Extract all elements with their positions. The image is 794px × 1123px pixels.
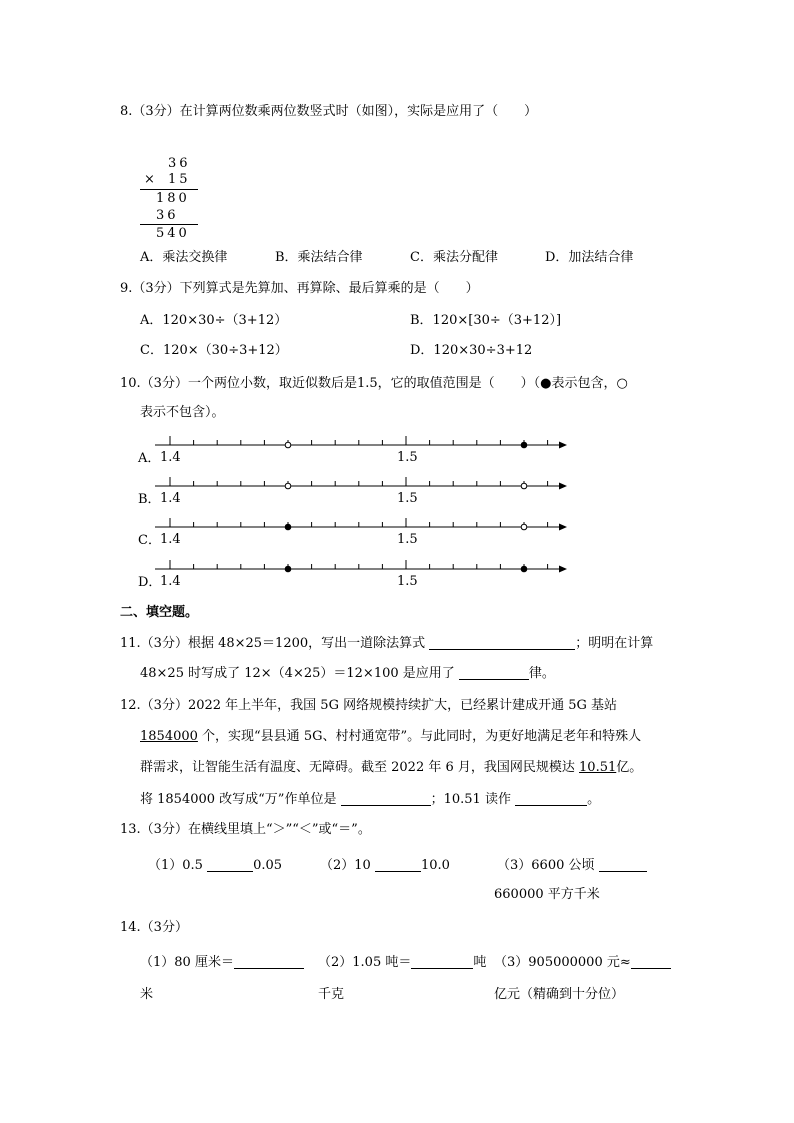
calc-row2: 15 bbox=[168, 172, 191, 187]
q14-part1 bbox=[140, 954, 304, 971]
q10-stem-line1 bbox=[120, 376, 628, 392]
calc-line-2 bbox=[140, 224, 198, 225]
tick-label-1.4: 1.4 bbox=[160, 532, 181, 547]
q11-line1 bbox=[120, 635, 653, 652]
answer-blank[interactable] bbox=[631, 954, 671, 969]
q13-part2 bbox=[320, 857, 450, 874]
arrow-icon bbox=[559, 483, 567, 490]
answer-blank[interactable] bbox=[207, 857, 253, 872]
q10-option-d-label[interactable]: D． bbox=[138, 575, 162, 590]
answer-blank[interactable] bbox=[459, 665, 529, 680]
tick-label-1.5: 1.5 bbox=[397, 491, 418, 506]
q12-text: 群需求，让智能生活有温度、无障碍。截至 2022 年 6 月，我国网民规模达 bbox=[140, 760, 580, 775]
calc-times: × bbox=[144, 172, 158, 187]
closed-point bbox=[285, 566, 291, 572]
answer-blank[interactable] bbox=[515, 791, 587, 806]
calc-row3: 180 bbox=[156, 191, 190, 206]
tick-label-1.4: 1.4 bbox=[160, 450, 181, 465]
q10-option-c-label[interactable]: C． bbox=[138, 533, 161, 548]
q11-text-d: 律。 bbox=[528, 666, 555, 681]
tick-label-1.5: 1.5 bbox=[397, 532, 418, 547]
q14-part2 bbox=[318, 954, 486, 971]
number-line-c[interactable] bbox=[155, 515, 575, 545]
q12-text: ；10.51 读作 bbox=[430, 792, 511, 807]
q11-text-b: ；明明在计算 bbox=[575, 636, 654, 651]
number-line-b[interactable] bbox=[155, 474, 575, 504]
q10-option-a-label[interactable]: A． bbox=[138, 451, 161, 466]
q10-stem-line2: 表示不包含）。 bbox=[140, 405, 225, 420]
answer-blank[interactable] bbox=[429, 635, 575, 650]
section-title: 二、填空题。 bbox=[120, 605, 199, 620]
calc-row5: 540 bbox=[156, 226, 190, 241]
q8-option-a[interactable]: A．乘法交换律 bbox=[140, 250, 228, 265]
q8-stem: 8.（3分）在计算两位数乘两位数竖式时（如图），实际是应用了（ ） bbox=[120, 104, 538, 119]
q13-text: 0.05 bbox=[253, 858, 283, 873]
q11-text-c: 48×25 时写成了 12×（4×25）＝12×100 是应用了 bbox=[140, 666, 455, 681]
q14-part3 bbox=[494, 954, 671, 971]
q12-underlined-number: 10.51 bbox=[579, 760, 617, 775]
q13-part1 bbox=[148, 857, 282, 874]
q14-text: （1）80 厘米＝ bbox=[140, 955, 234, 970]
tick-label-1.5: 1.5 bbox=[397, 574, 418, 589]
q12-line2 bbox=[140, 729, 641, 745]
q9-option-d[interactable]: D．120×30÷3+12 bbox=[410, 343, 533, 358]
q9-option-c[interactable]: C．120×（30÷3+12） bbox=[140, 343, 288, 358]
q8-option-b[interactable]: B．乘法结合律 bbox=[275, 250, 363, 265]
arrow-icon bbox=[559, 524, 567, 531]
answer-blank[interactable] bbox=[375, 857, 421, 872]
tick-label-1.4: 1.4 bbox=[160, 491, 181, 506]
answer-blank[interactable] bbox=[341, 791, 431, 806]
open-circle-symbol: ○ bbox=[616, 376, 628, 391]
q14-part3-unit: 亿元（精确到十分位） bbox=[494, 987, 625, 1002]
closed-point bbox=[521, 566, 527, 572]
q13-stem: 13.（3分）在横线里填上“＞”“＜”或“＝”。 bbox=[120, 822, 371, 837]
q9-stem: 9.（3分）下列算式是先算加、再算除、最后算乘的是（ ） bbox=[120, 281, 479, 296]
answer-blank[interactable] bbox=[411, 954, 473, 969]
answer-blank[interactable] bbox=[599, 857, 647, 872]
q14-part1-unit: 米 bbox=[140, 987, 154, 1002]
number-line-a[interactable] bbox=[155, 433, 575, 463]
q13-text: （1）0.5 bbox=[148, 858, 203, 873]
q13-text: （2）10 bbox=[320, 858, 371, 873]
calc-row1: 36 bbox=[168, 156, 191, 171]
q10-stem-text: 10.（3分）一个两位小数，取近似数后是1.5，它的取值范围是（ ）（●表示包含， bbox=[120, 376, 617, 391]
q14-text: 吨 bbox=[473, 955, 487, 970]
q12-line3 bbox=[140, 760, 642, 776]
arrow-icon bbox=[559, 442, 567, 449]
open-point bbox=[285, 483, 291, 489]
closed-point bbox=[521, 442, 527, 448]
q12-line1: 12.（3分）2022 年上半年，我国 5G 网络规模持续扩大，已经累计建成开通 5G 基站 bbox=[120, 698, 618, 713]
q10-option-b-label[interactable]: B． bbox=[138, 492, 161, 507]
q12-text: 将 1854000 改写成“万”作单位是 bbox=[140, 792, 337, 807]
q8-option-d[interactable]: D．加法结合律 bbox=[545, 250, 634, 265]
q12-text: 亿。 bbox=[616, 760, 643, 775]
q13-part3-continued: 660000 平方千米 bbox=[494, 887, 600, 902]
q13-text: （3）6600 公顷 bbox=[497, 858, 595, 873]
answer-blank[interactable] bbox=[234, 954, 304, 969]
open-point bbox=[521, 483, 527, 489]
q14-part2-unit: 千克 bbox=[318, 987, 345, 1002]
tick-label-1.5: 1.5 bbox=[397, 450, 418, 465]
q14-stem: 14.（3分） bbox=[120, 920, 188, 935]
q11-line2 bbox=[140, 665, 555, 682]
open-point bbox=[285, 442, 291, 448]
q9-option-b[interactable]: B．120×[30÷（3+12）] bbox=[410, 313, 562, 328]
arrow-icon bbox=[559, 566, 567, 573]
q13-text: 10.0 bbox=[420, 858, 450, 873]
q12-underlined-number: 1854000 bbox=[140, 729, 198, 744]
q13-part3 bbox=[497, 857, 647, 874]
q12-text: 个，实现“县县通 5G、村村通宽带”。与此同时，为更好地满足老年和特殊人 bbox=[197, 729, 642, 744]
q12-text: 。 bbox=[587, 792, 601, 807]
open-point bbox=[521, 524, 527, 530]
q8-option-c[interactable]: C．乘法分配律 bbox=[410, 250, 498, 265]
number-line-d[interactable] bbox=[155, 557, 575, 587]
calc-row4: 36 bbox=[156, 208, 179, 223]
q9-option-a[interactable]: A．120×30÷（3+12） bbox=[140, 313, 288, 328]
q14-text: （3）905000000 元≈ bbox=[494, 955, 631, 970]
q11-text-a: 11.（3分）根据 48×25＝1200，写出一道除法算式 bbox=[120, 636, 426, 651]
tick-label-1.4: 1.4 bbox=[160, 574, 181, 589]
q12-line4 bbox=[140, 791, 600, 808]
q14-text: （2）1.05 吨＝ bbox=[318, 955, 412, 970]
closed-point bbox=[285, 524, 291, 530]
calc-line-1 bbox=[140, 189, 198, 190]
